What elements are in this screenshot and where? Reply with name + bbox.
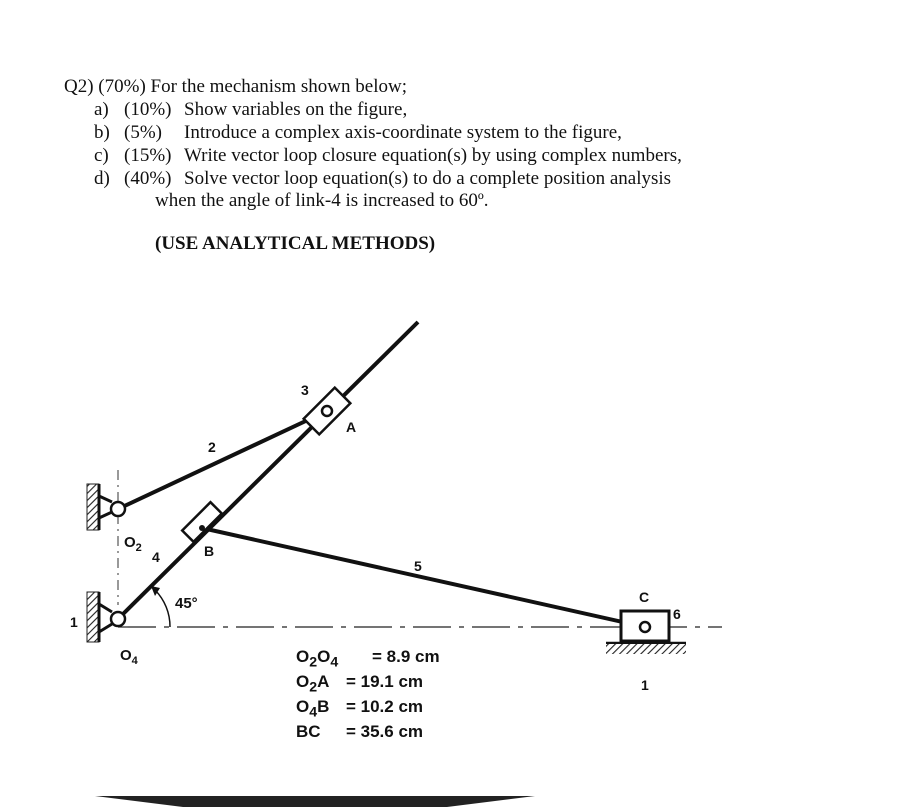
ground-hatch-o4 xyxy=(87,592,99,642)
label-link-1-left: 1 xyxy=(70,614,78,630)
angle-arc xyxy=(155,590,170,627)
item-percent: (15%) xyxy=(124,145,172,166)
item-label: c) xyxy=(94,145,109,166)
label-link-3: 3 xyxy=(301,382,309,398)
link-5 xyxy=(202,528,645,627)
item-label: a) xyxy=(94,99,109,120)
dimension-row xyxy=(296,719,424,744)
label-link-6: 6 xyxy=(673,606,681,622)
dimension-value: = 35.6 cm xyxy=(346,722,424,741)
pivot-o4 xyxy=(111,612,125,626)
label-point-c: C xyxy=(639,589,650,605)
ground-hatch-slider xyxy=(606,644,686,654)
pivot-o2 xyxy=(111,502,125,516)
item-percent: (5%) xyxy=(124,122,162,143)
dimension-value: = 8.9 cm xyxy=(372,647,440,666)
item-text: Write vector loop closure equation(s) by using complex numbers, xyxy=(184,145,682,166)
dimension-name: $O_2O_4$ xyxy=(296,647,339,671)
label-link-4: 4 xyxy=(152,549,160,565)
label-angle: 45° xyxy=(175,595,198,612)
ground-hatch-o2 xyxy=(87,484,99,530)
dimension-list xyxy=(296,644,440,744)
label-point-a: A xyxy=(346,419,357,435)
dimension-row xyxy=(296,694,424,721)
dimension-row xyxy=(296,644,440,671)
dimension-name: $O_4B$ xyxy=(296,697,330,721)
dimension-value: = 19.1 cm xyxy=(346,672,424,691)
item-percent: (40%) xyxy=(124,168,172,189)
instruction-heading: (USE ANALYTICAL METHODS) xyxy=(155,233,436,254)
label-link-1-right: 1 xyxy=(641,677,649,693)
dimension-name: BC xyxy=(296,722,321,741)
dimension-name: $O_2A$ xyxy=(296,672,330,696)
item-text: Introduce a complex axis-coordinate system to the figure, xyxy=(184,122,622,143)
slider-6 xyxy=(621,611,669,641)
label-link-5: 5 xyxy=(414,558,422,574)
ground-o2 xyxy=(87,484,112,530)
item-text: Show variables on the figure, xyxy=(184,99,408,120)
question-header: Q2) (70%) For the mechanism shown below; xyxy=(64,76,407,97)
item-label: b) xyxy=(94,122,110,143)
ground-o4 xyxy=(87,592,112,642)
label-o2: $O_2$ xyxy=(124,534,142,554)
slider-3 xyxy=(304,388,351,435)
dimension-row xyxy=(296,669,424,696)
pin-b xyxy=(199,525,205,531)
question-item-d-continuation: when the angle of link-4 is increased to 60º. xyxy=(155,190,489,211)
label-o4: $O_4$ xyxy=(120,647,138,667)
link-2 xyxy=(118,411,327,509)
item-text: Solve vector loop equation(s) to do a complete position analysis xyxy=(184,168,672,189)
label-link-2: 2 xyxy=(208,439,216,455)
dimension-value: = 10.2 cm xyxy=(346,697,424,716)
item-percent: (10%) xyxy=(124,99,172,120)
item-label: d) xyxy=(94,168,110,189)
link-4-rod xyxy=(118,322,418,619)
label-point-b: B xyxy=(204,543,215,559)
ground-slider xyxy=(606,643,686,654)
